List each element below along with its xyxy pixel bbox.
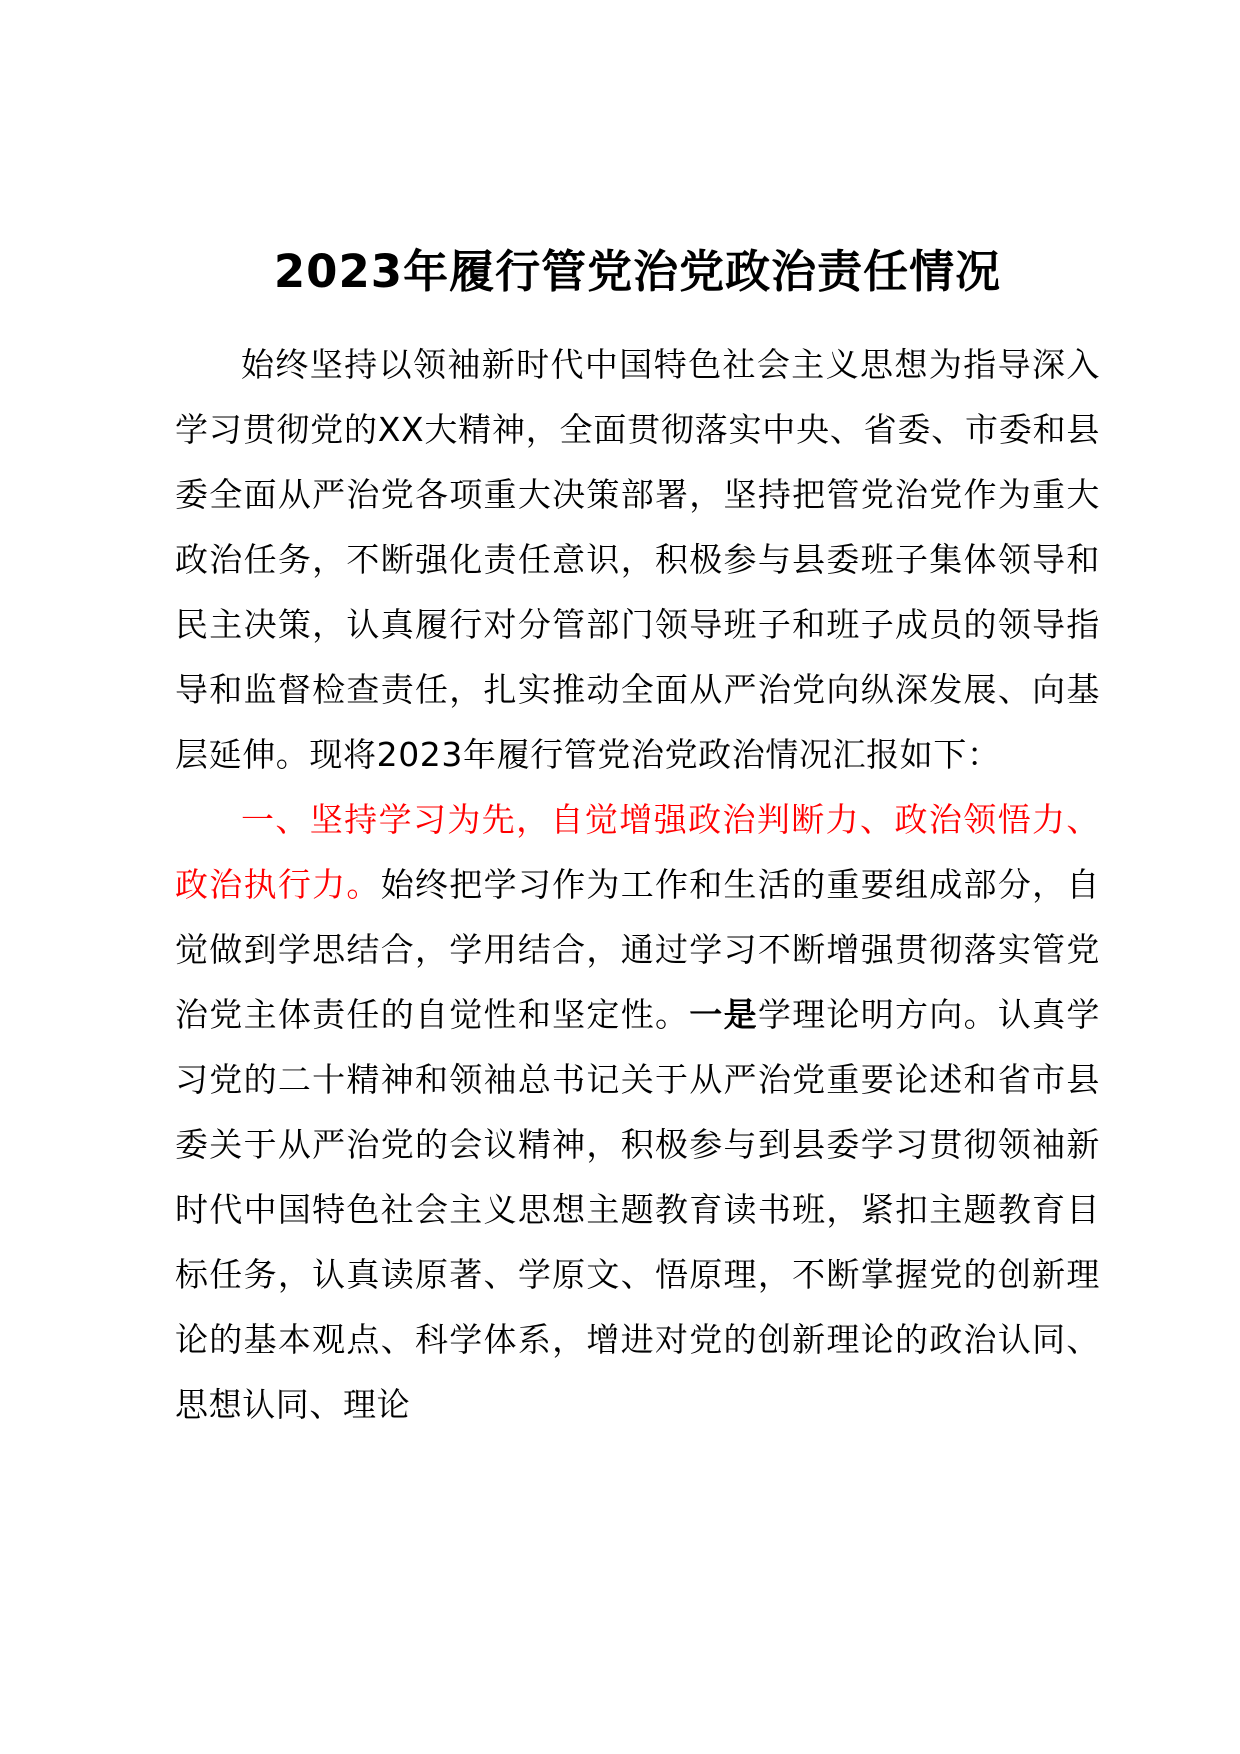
section-1-paragraph xyxy=(175,787,1100,1437)
intro-paragraph: 始终坚持以领袖新时代中国特色社会主义思想为指导深入学习贯彻党的XX大精神，全面贯彻落实中央、省委、市委和县委全面从严治党各项重大决策部署，坚持把管党治党作为重大政治任务，不断强化责任意识，积极参与县委班子集体领导和民主决策，认真履行对分管部门领导班子和班子成员的领导指导和监督检查责任，扎实推动全面从严治党向纵深发展、向基层延伸。现将2023年履行管党治党政治情况汇报如下： xyxy=(175,345,1100,774)
point-label: 一是 xyxy=(689,995,758,1034)
document-title: 2023年履行管党治党政治责任情况 xyxy=(273,245,1002,298)
section-1-text-a: 始终把学习作为工作和生活的重要组成部分，自觉做到学思结合，学用结合，通过学习不断增强贯彻落实管党治党主体责任的自觉性和坚定性。 xyxy=(175,865,1100,1034)
section-1-heading: 一、坚持学习为先，自觉增强政治判断力、政治领悟力、政治执行力。 xyxy=(175,800,1100,904)
section-1-text-b: 学理论明方向。认真学习党的二十精神和领袖总书记关于从严治党重要论述和省市县委关于从严治党的会议精神，积极参与到县委学习贯彻领袖新时代中国特色社会主义思想主题教育读书班，紧扣主题教育目标任务，认真读原著、学原文、悟原理，不断掌握党的创新理论的基本观点、科学体系，增进对党的创新理论的政治认同、思想认同、理论 xyxy=(175,995,1101,1424)
document-page xyxy=(175,240,1100,1437)
